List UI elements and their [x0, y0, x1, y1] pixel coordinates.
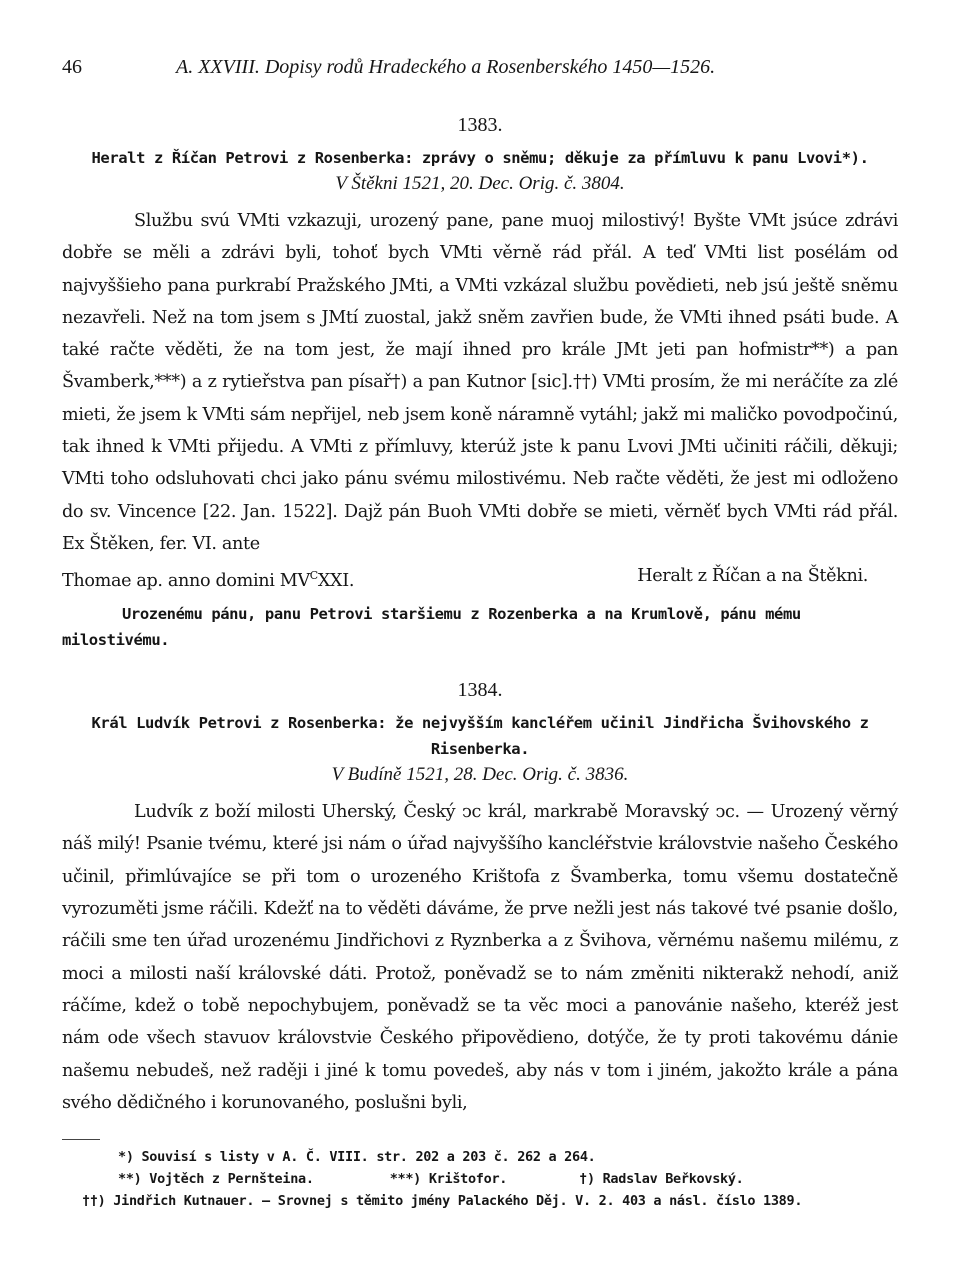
footnote-rule	[62, 1139, 100, 1140]
letter-body: Službu svú VMti vzkazuji, urozený pane, pane muoj milostivý! Byšte VMt jsúce zdrávi dobře se měli a zdrávi byli, tohoť bych VMti věrně rád přál. A teď VMti list posélám od najvyššieho pana purkrabí Pražského JMti, a VMti vzkázal službu povědieti, neb jsú ještě sněmu nezavřeli. Než na tom jsem s JMtí zuostal, jakž sněm zavřien bude, že VMti ihned psáti bude. A také račte věděti, že na tom jest, že mají ihned pro krále JMt jeti pan hofmistr**) a pan Švamberk,***) a z rytieřstva pan písař†) a pan Kutnor [sic].††) VMti prosím, že mi neráčíte za zlé mieti, že jsem k VMti sám nepřijel, neb jsem koně náramně vytáhl; jakž mi maličko povodpočinú, tak ihned k VMti přijedu. A VMti z přímluvy, kterúž jste k panu Lvovi JMti učiniti ráčili, děkuji; VMti toho odsluhovati chci jako pánu svému milostivému. Neb račte věděti, že jest mi odloženo do sv. Vincence [22. Jan. 1522]. Dajž pán Buoh VMti dobře se mieti, věrněť bych VMti rád přál. Ex Štěken, fer. VI. ante	[62, 211, 898, 554]
document-regest: Heralt z Říčan Petrovi z Rosenberka: zprávy o sněmu; děkuje za přímluvu k panu Lvovi*).	[91, 149, 869, 167]
footnotes	[62, 1146, 898, 1212]
signature-line	[62, 560, 898, 597]
running-head	[62, 48, 898, 88]
document-1383	[62, 114, 898, 653]
document-regest: Král Ludvík Petrovi z Rosenberka: že nejvyšším kancléřem učinil Jindřicha Švihovského z Risenberka.	[91, 714, 869, 759]
document-dating: V Budíně 1521, 28. Dec. Orig. č. 3836.	[331, 764, 629, 786]
footnote: *) Souvisí s listy v A. Č. VIII. str. 202 a 203 č. 262 a 264.	[118, 1149, 596, 1166]
letter-body: Ludvík z boží milosti Uherský, Český ͻc král, markrabě Moravský ͻc. — Urozený věrný náš milý! Psanie tvému, které jsi nám o úřad najvyššího kancléřstvie královstvie našeho Českého učinil, přimlúvajíce se při tom o urozeného Krištofa z Švamberka, tomu všemu dostatečně vyrozuměti jsme ráčili. Kdežť na to věděti dáváme, že prve nežli jest nás takové tvé psanie došlo, ráčili sme ten úřad urozenému Jindřichovi z Ryznberka a z Švihova, věrnému našemu milému, z moci a milosti naší královské dáti. Protož, poněvadž se to nám změniti nikterakž nehodí, aniž ráčíme, kdež o tobě nepochybujem, poněvadž se ta věc moci a panovánie našeho, kteréž jest nám ode všech stavuov královstvie Českého připovědieno, dotýče, že ty proti takovému dánie našemu nebudeš, než raději i jiné k tomu povedeš, aby nás v tom i jiném, jakožto krále a pána svého dědičného i korunovaného, poslušni byli,	[62, 802, 898, 1113]
footnote: **) Vojtěch z Pernšteina. ***) Krištofor. †) Radslav Beřkovský.	[118, 1171, 744, 1188]
document-number: 1384.	[457, 679, 503, 702]
letter-address: Urozenému pánu, panu Petrovi staršiemu z Rozenberka a na Krumlově, pánu mému milostivému.	[62, 605, 801, 650]
running-title: A. XXVIII. Dopisy rodů Hradeckého a Rosenberského 1450—1526.	[176, 56, 716, 78]
closing-date: Thomae ap. anno domini $MV^CXXI$.	[62, 569, 355, 592]
document-dating: V Štěkni 1521, 20. Dec. Orig. č. 3804.	[335, 173, 625, 194]
page-number: 46	[62, 56, 82, 78]
document-number: 1383.	[457, 114, 503, 136]
sender-signature: Heralt z Říčan a na Štěkni.	[637, 566, 868, 587]
document-1384	[62, 679, 898, 1119]
footnote: ††) Jindřich Kutnauer. — Srovnej s těmito jmény Palackého Děj. V. 2. 403 a násl. číslo 1389.	[82, 1193, 803, 1210]
